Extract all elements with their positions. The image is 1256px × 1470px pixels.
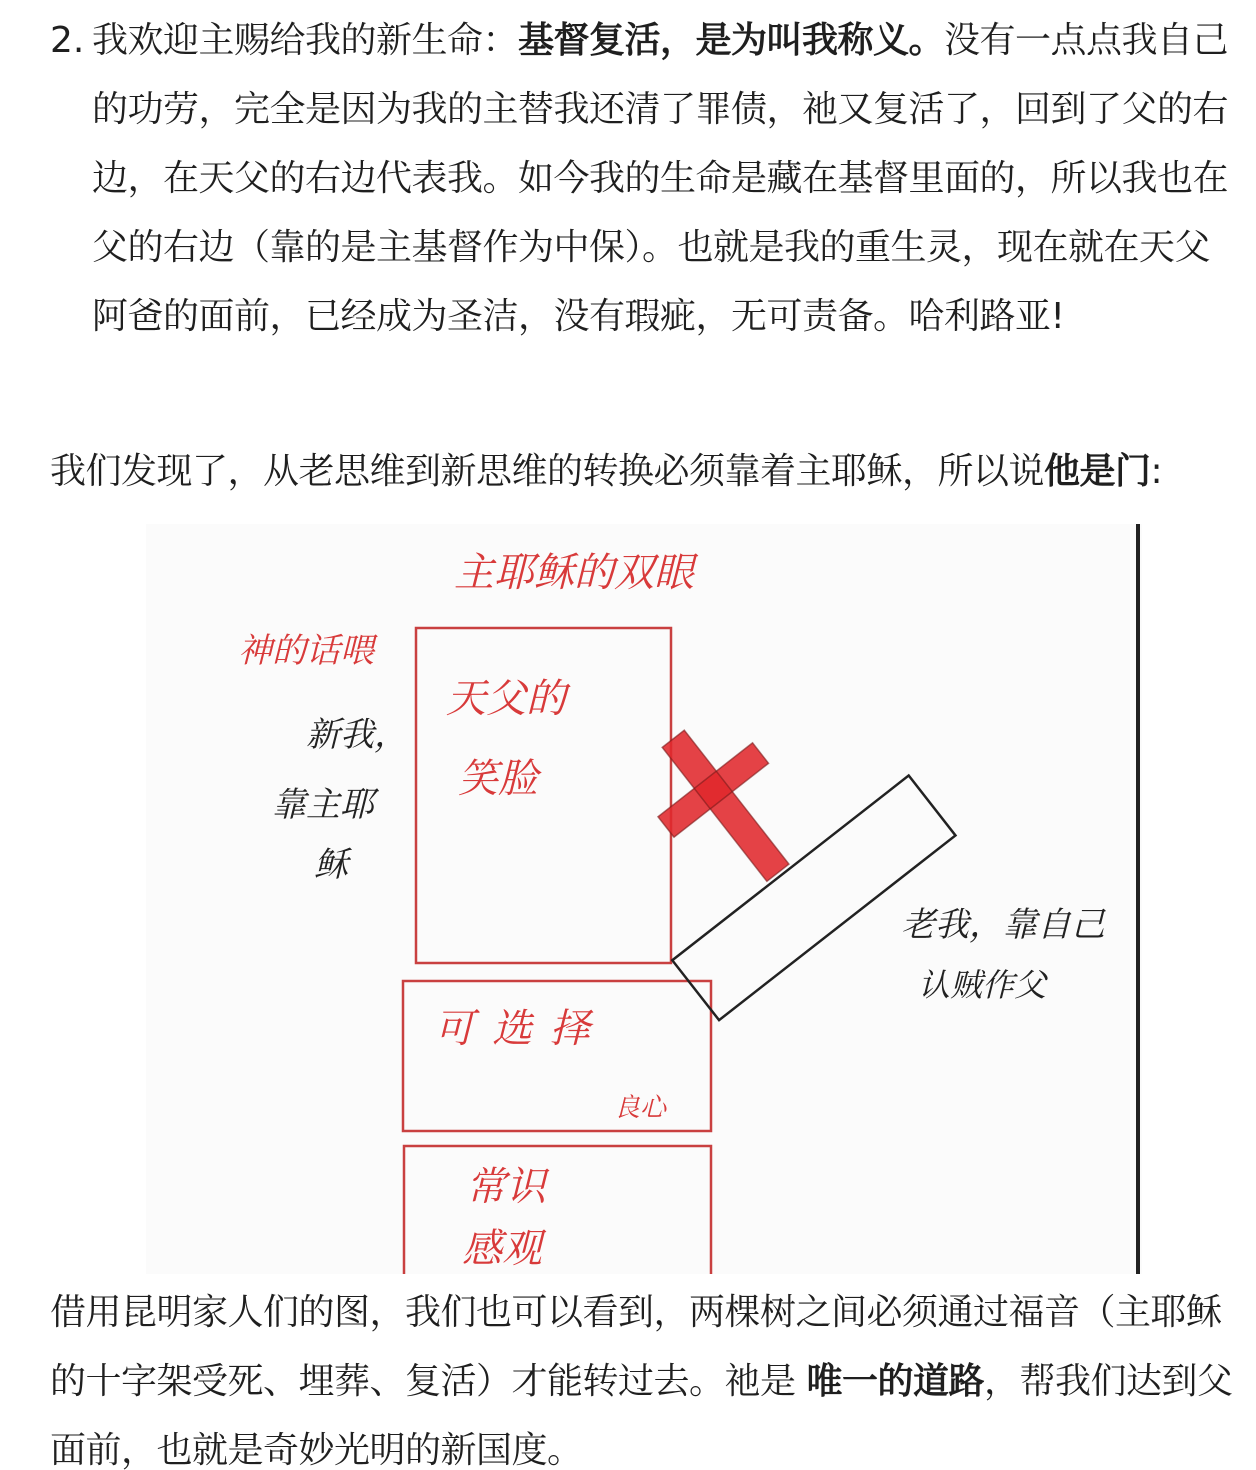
diagram-title: 主耶稣的双眼 (454, 550, 694, 596)
cross-icon (626, 702, 825, 910)
label-new-me-line1: 新我， (306, 715, 408, 755)
list-item-text (92, 6, 1232, 351)
list-item-bold: 基督复活，是为叫我称义。 (518, 20, 945, 61)
diagram-svg (146, 524, 1142, 1274)
label-common-sense-line2: 感观 (462, 1226, 542, 1272)
label-gods-word: 神的话喂 (238, 631, 374, 671)
paragraph-two-trees-bold: 唯一的道路 (806, 1361, 984, 1402)
box-common-sense (404, 1146, 711, 1274)
paragraph-two-trees-rest: ，帮我们达到父面前，也就是奇妙光明的新国度。 (50, 1361, 1233, 1470)
label-new-me-line2: 靠主耶 (272, 785, 374, 825)
label-choose: 可选择 (434, 1006, 608, 1052)
label-common-sense-line1: 常识 (466, 1164, 546, 1210)
list-item-text-lead: 我欢迎主赐给我的新生命： (92, 20, 519, 61)
label-new-me-line3: 稣 (314, 845, 348, 885)
list-number: 2. (50, 20, 85, 61)
hand-drawn-diagram-image (146, 524, 1142, 1274)
label-father-face-line1: 天父的 (446, 676, 566, 722)
paragraph-door-bold: 他是门 (1044, 451, 1151, 492)
paragraph-door-colon: : (1150, 451, 1163, 492)
paragraph-two-trees-text: 借用昆明家人们的图，我们也可以看到，两棵树之间必须通过福音（主耶稣的十字架受死、埋葬、复活）才能转过去。祂是 (50, 1292, 1222, 1402)
label-father-face-line2: 笑脸 (458, 756, 538, 802)
label-old-me-line2: 认贼作父 (918, 966, 1047, 1004)
paragraph-door-text: 我们发现了，从老思维到新思维的转换必须靠着主耶稣，所以说 (50, 451, 1045, 492)
list-item-text-rest: 没有一点点我自己的功劳，完全是因为我的主替我还清了罪债，祂又复活了，回到了父的右边，在天父的右边代表我。如今我的生命是藏在基督里面的，所以我也在父的右边（靠的是主基督作为中保）。也就是我的重生灵，现在就在天父阿爸的面前，已经成为圣洁，没有瑕疵，无可责备。哈利路亚! (92, 20, 1229, 337)
label-conscience: 良心 (614, 1093, 667, 1123)
label-old-me-line1: 老我，靠自己 (901, 905, 1105, 945)
paragraph-two-trees (50, 1278, 1240, 1470)
paragraph-door (50, 437, 1240, 506)
